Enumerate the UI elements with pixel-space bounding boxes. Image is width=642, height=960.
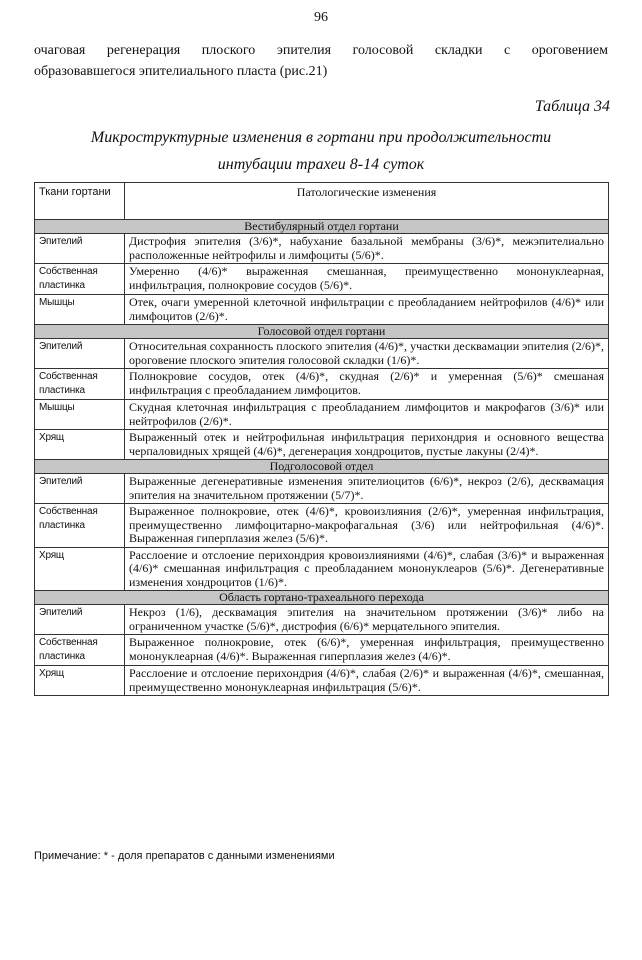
changes-cell: Некроз (1/6), десквамация эпителия на значительном протяжении (3/6)* либо на ограниченном участке (5/6)*, дистрофия (6/6)* мерцательного эпителия. bbox=[125, 605, 609, 635]
table-row bbox=[35, 635, 609, 666]
tissue-cell: Собственная пластинка bbox=[35, 264, 125, 295]
tissue-cell: Эпителий bbox=[35, 605, 125, 635]
changes-cell: Выраженные дегенеративные изменения эпителиоцитов (6/6)*, некроз (2/6), десквамация эпителия на значительном протяжении (5/7)*. bbox=[125, 474, 609, 504]
header-changes: Патологические изменения bbox=[125, 183, 609, 220]
section-header-row bbox=[35, 591, 609, 605]
changes-cell: Скудная клеточная инфильтрация с преобладанием лимфоцитов и макрофагов (3/6)* или нейтрофилов (2/6)*. bbox=[125, 400, 609, 430]
caption-line-2: интубации трахеи 8-14 суток bbox=[217, 156, 425, 173]
changes-cell: Полнокровие сосудов, отек (4/6)*, скудная (2/6)* и умеренная (5/6)* смешаная инфильтрация с преобладанием лимфоцитов. bbox=[125, 369, 609, 400]
table-note: Примечание: * - доля препаратов с данными изменениями bbox=[34, 850, 335, 862]
tissue-cell: Собственная пластинка bbox=[35, 504, 125, 548]
table-caption bbox=[34, 124, 608, 178]
tissue-cell: Мышцы bbox=[35, 400, 125, 430]
section-title: Вестибулярный отдел гортани bbox=[35, 220, 609, 234]
changes-cell: Расслоение и отслоение перихондрия кровоизлияниями (4/6)*, слабая (3/6)* и выраженная (4/6)* смешанная инфильтрация с преобладанием мононуклеаров (5/6)*. Дегенеративные изменения хондроцитов (1/6)*. bbox=[125, 547, 609, 591]
table-row bbox=[35, 369, 609, 400]
changes-cell: Расслоение и отслоение перихондрия (4/6)*, слабая (2/6)* и выраженная (4/6)*, смешанная, преимущественно мононуклеарная инфильтрация (5/6)*. bbox=[125, 666, 609, 696]
section-header-row bbox=[35, 220, 609, 234]
changes-cell: Относительная сохранность плоского эпителия (4/6)*, участки десквамации эпителия (2/6)*, ороговение плоского эпителия голосовой складки (1/6)*. bbox=[125, 339, 609, 369]
table-row bbox=[35, 264, 609, 295]
changes-cell: Выраженное полнокровие, отек (6/6)*, умеренная инфильтрация, преимущественно мононуклеарная (4/6)*. Выраженная гиперплазия желез (4/6)*. bbox=[125, 635, 609, 666]
section-title: Область гортано-трахеального перехода bbox=[35, 591, 609, 605]
intro-line-1: очаговая регенерация плоского эпителия голосовой складки с ороговением bbox=[34, 43, 608, 58]
section-header-row bbox=[35, 325, 609, 339]
table-row bbox=[35, 474, 609, 504]
table-header-row bbox=[35, 183, 609, 220]
table-row bbox=[35, 605, 609, 635]
table-row bbox=[35, 295, 609, 325]
table-row bbox=[35, 234, 609, 264]
tissue-cell: Эпителий bbox=[35, 339, 125, 369]
tissue-cell: Мышцы bbox=[35, 295, 125, 325]
table-row bbox=[35, 666, 609, 696]
caption-line-1: Микроструктурные изменения в гортани при продолжительности bbox=[90, 129, 552, 146]
section-title: Подголосовой отдел bbox=[35, 460, 609, 474]
table-row bbox=[35, 504, 609, 548]
page-number: 96 bbox=[314, 10, 328, 25]
table-row bbox=[35, 339, 609, 369]
changes-cell: Выраженное полнокровие, отек (4/6)*, кровоизлияния (2/6)*, умеренная инфильтрация, преимущественно лимфоцитарно-макрофагальная (3/6) или нейтрофильная (4/6)*. Выраженная гиперплазия желез (5/6)*. bbox=[125, 504, 609, 548]
header-tissue: Ткани гортани bbox=[35, 183, 125, 220]
table-row bbox=[35, 430, 609, 460]
table-body bbox=[35, 220, 609, 696]
intro-paragraph bbox=[34, 40, 608, 82]
changes-cell: Отек, очаги умеренной клеточной инфильтрации с преобладанием нейтрофилов (4/6)* или лимфоцитов (2/6)*. bbox=[125, 295, 609, 325]
table-row bbox=[35, 547, 609, 591]
table-label: Таблица 34 bbox=[534, 98, 610, 115]
tissue-cell: Эпителий bbox=[35, 474, 125, 504]
changes-cell: Выраженный отек и нейтрофильная инфильтрация перихондрия и основного вещества черпаловидных хрящей (4/6)*, дегенерация хондроцитов, пустые лакуны (2/4)*. bbox=[125, 430, 609, 460]
tissue-cell: Хрящ bbox=[35, 430, 125, 460]
section-header-row bbox=[35, 460, 609, 474]
tissue-cell: Хрящ bbox=[35, 547, 125, 591]
intro-line-2: образовавшегося эпителиального пласта (рис.21) bbox=[34, 64, 328, 79]
tissue-cell: Собственная пластинка bbox=[35, 369, 125, 400]
section-title: Голосовой отдел гортани bbox=[35, 325, 609, 339]
pathology-table bbox=[34, 182, 609, 696]
changes-cell: Дистрофия эпителия (3/6)*, набухание базальной мембраны (3/6)*, межэпителиально расположенные нейтрофилы и лимфоциты (5/6)*. bbox=[125, 234, 609, 264]
tissue-cell: Собственная пластинка bbox=[35, 635, 125, 666]
tissue-cell: Эпителий bbox=[35, 234, 125, 264]
changes-cell: Умеренно (4/6)* выраженная смешанная, преимущественно мононуклеарная, инфильтрация, полнокровие сосудов (5/6)*. bbox=[125, 264, 609, 295]
tissue-cell: Хрящ bbox=[35, 666, 125, 696]
table-row bbox=[35, 400, 609, 430]
